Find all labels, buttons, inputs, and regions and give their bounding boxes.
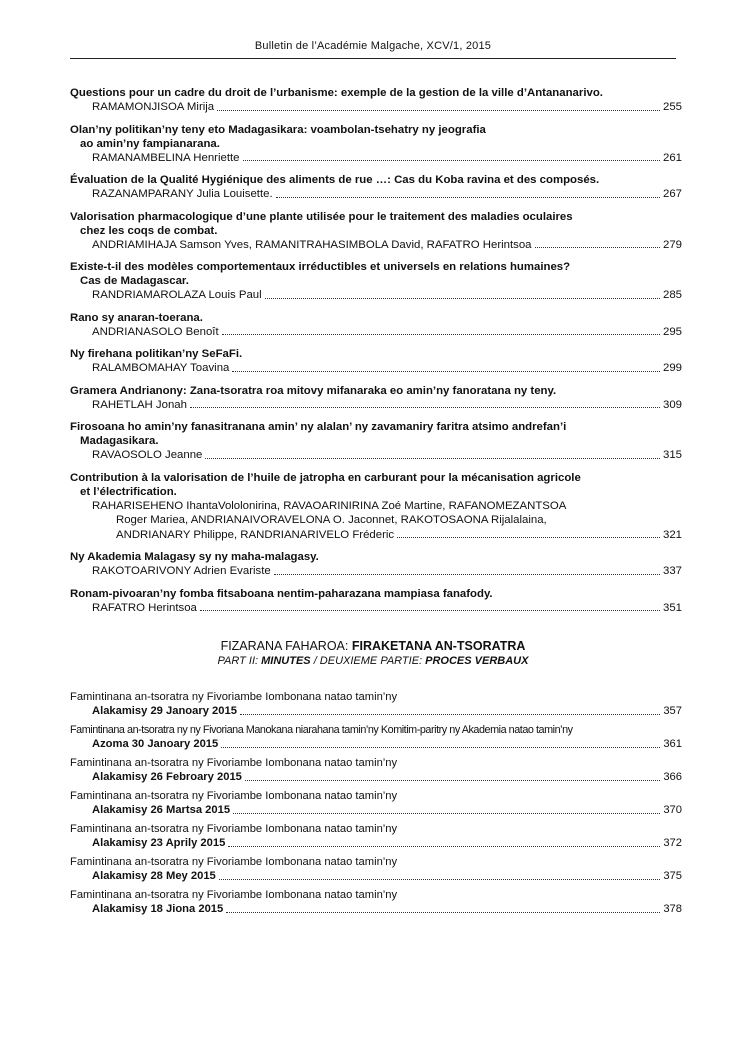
toc-author-row <box>70 601 682 616</box>
toc-page-number: 337 <box>662 565 682 577</box>
toc-page-number: 261 <box>662 151 682 164</box>
toc-author: RAZANAMPARANY Julia Louisette. <box>92 188 273 200</box>
toc-entry <box>70 420 682 463</box>
toc-entry-title <box>70 311 682 325</box>
toc-title-line: Contribution à la valorisation de l’huile de jatropha en carburant pour la mécanisation agricole <box>70 471 581 484</box>
toc-page-number: 267 <box>662 188 682 200</box>
header-rule <box>70 58 676 59</box>
toc-author-row <box>70 398 682 413</box>
toc-author-row <box>70 187 682 202</box>
dot-leader <box>217 110 660 111</box>
minutes-date: Alakamisy 28 Mey 2015 <box>92 870 216 882</box>
minutes-page-number: 366 <box>663 771 682 783</box>
toc-page-number: 279 <box>662 238 682 251</box>
minutes-title: Famintinana an-tsoratra ny Fivoriambe Iombonana natao tamin’ny <box>70 790 398 802</box>
toc-entry-title <box>70 173 682 187</box>
minutes-date: Azoma 30 Janoary 2015 <box>92 738 219 750</box>
toc-author-row <box>70 361 682 376</box>
toc-page-number: 255 <box>662 101 682 113</box>
toc-page-number: 351 <box>662 601 682 614</box>
toc-author: ANDRIANARY Philippe, RANDRIANARIVELO Fréderic <box>116 528 395 541</box>
section-heading <box>70 639 676 668</box>
toc-entry <box>70 86 682 115</box>
minutes-date-row <box>70 803 682 818</box>
dot-leader <box>222 334 660 335</box>
toc-entry <box>70 384 682 413</box>
toc-entry-title <box>70 260 682 288</box>
toc-entry <box>70 123 682 166</box>
toc-entry <box>70 260 682 303</box>
dot-leader <box>221 747 660 748</box>
dot-leader <box>219 879 661 880</box>
toc-title-line: Madagasikara. <box>80 435 159 447</box>
toc-entry <box>70 550 682 579</box>
toc-author-line: RAHARISEHENO IhantaVololonirina, RAVAOARINIRINA Zoé Martine, RAFANOMEZANTSOA <box>92 499 567 512</box>
minutes-entry <box>70 690 682 719</box>
toc-entry <box>70 311 682 340</box>
toc-author: RAVAOSOLO Jeanne <box>92 449 203 461</box>
minutes-title: Famintinana an-tsoratra ny Fivoriambe Iombonana natao tamin’ny <box>70 889 398 901</box>
toc-entry-title <box>70 347 682 361</box>
toc-author: RAMAMONJISOA Mirija <box>92 101 215 113</box>
dot-leader <box>274 574 660 575</box>
toc-title-line: et l’électrification. <box>80 485 177 498</box>
toc-title-line: Ny Akademia Malagasy sy ny maha-malagasy. <box>70 551 319 563</box>
toc-author-row <box>70 325 682 340</box>
dot-leader <box>535 247 660 248</box>
toc-title-line: Gramera Andrianony: Zana-tsoratra roa mitovy mifanaraka eo amin’ny fanoratana ny teny. <box>70 384 557 397</box>
section-subtitle: PART II: MINUTES / DEUXIEME PARTIE: PROCES VERBAUX <box>217 655 529 667</box>
minutes-date-row <box>70 770 682 785</box>
toc-page-number: 285 <box>662 289 682 301</box>
toc-title-line: Questions pour un cadre du droit de l’urbanisme: exemple de la gestion de la ville d’Antananarivo. <box>70 87 603 99</box>
toc-page-number: 321 <box>662 528 682 541</box>
minutes-title: Famintinana an-tsoratra ny Fivoriambe Iombonana natao tamin’ny <box>70 856 398 868</box>
minutes-entry <box>70 822 682 851</box>
toc-title-line: Évaluation de la Qualité Hygiénique des aliments de rue …: Cas du Koba ravina et des composés. <box>70 174 600 186</box>
toc-entry-title <box>70 384 682 398</box>
minutes-date-row <box>70 869 682 884</box>
toc-title-line: Ny firehana politikan’ny SeFaFi. <box>70 348 243 360</box>
toc-title-line: Valorisation pharmacologique d’une plante utilisée pour le traitement des maladies oculaires <box>70 210 573 223</box>
dot-leader <box>200 610 660 611</box>
toc-entry-title <box>70 587 682 601</box>
minutes-list <box>70 690 682 921</box>
toc-page-number: 295 <box>662 325 682 338</box>
toc-entry <box>70 210 682 253</box>
minutes-date-row <box>70 902 682 917</box>
toc-title-line: Firosoana ho amin’ny fanasitranana amin’ ny alalan’ ny zavamaniry faritra atsimo andrefan’i <box>70 421 567 433</box>
toc-author-row <box>70 564 682 579</box>
minutes-page-number: 357 <box>663 705 682 717</box>
table-of-contents <box>70 86 682 623</box>
dot-leader <box>245 780 660 781</box>
dot-leader <box>226 912 660 913</box>
minutes-title: Famintinana an-tsoratra ny Fivoriambe Iombonana natao tamin’ny <box>70 757 398 769</box>
minutes-entry <box>70 855 682 884</box>
minutes-date: Alakamisy 29 Janoary 2015 <box>92 705 237 717</box>
dot-leader <box>232 371 660 372</box>
toc-author: RAFATRO Herintsoa <box>92 601 197 614</box>
toc-entry <box>70 347 682 376</box>
toc-author-row <box>70 151 682 166</box>
dot-leader <box>190 407 660 408</box>
minutes-entry <box>70 789 682 818</box>
minutes-date: Alakamisy 26 Febroary 2015 <box>92 771 242 783</box>
toc-author-row <box>70 528 682 543</box>
toc-page-number: 299 <box>662 362 682 374</box>
minutes-page-number: 361 <box>663 738 682 750</box>
toc-entry <box>70 587 682 616</box>
toc-author-row <box>70 288 682 303</box>
toc-page-number: 309 <box>662 398 682 411</box>
dot-leader <box>276 197 660 198</box>
dot-leader <box>397 537 660 538</box>
minutes-date: Alakamisy 23 Aprily 2015 <box>92 837 226 849</box>
minutes-entry <box>70 723 682 752</box>
toc-entry-title <box>70 123 682 151</box>
minutes-page-number: 375 <box>663 870 682 882</box>
toc-author-row <box>70 238 682 253</box>
toc-entry-title <box>70 420 682 448</box>
toc-title-line: Ronam-pivoaran’ny fomba fitsaboana nentim-paharazana mampiasa fanafody. <box>70 587 493 600</box>
toc-entry-title <box>70 471 682 499</box>
dot-leader <box>233 813 660 814</box>
toc-entry <box>70 173 682 202</box>
minutes-date-row <box>70 737 682 752</box>
toc-author-line: Roger Mariea, ANDRIANAIVORAVELONA O. Jaconnet, RAKOTOSAONA Rijalalaina, <box>116 514 547 526</box>
toc-author: RANDRIAMAROLAZA Louis Paul <box>92 289 262 301</box>
toc-author-row <box>70 448 682 463</box>
toc-author: RAHETLAH Jonah <box>92 398 187 411</box>
minutes-entry <box>70 888 682 917</box>
minutes-title: Famintinana an-tsoratra ny Fivoriambe Iombonana natao tamin’ny <box>70 823 398 835</box>
toc-title-line: chez les coqs de combat. <box>80 224 218 237</box>
minutes-page-number: 372 <box>663 837 682 849</box>
minutes-page-number: 370 <box>663 804 682 816</box>
toc-author: RALAMBOMAHAY Toavina <box>92 362 230 374</box>
toc-author-row <box>70 100 682 115</box>
dot-leader <box>205 458 660 459</box>
toc-title-line: Existe-t-il des modèles comportementaux irréductibles et universels en relations humaines? <box>70 261 571 273</box>
minutes-date-row <box>70 704 682 719</box>
minutes-date: Alakamisy 26 Martsa 2015 <box>92 804 231 816</box>
section-title: FIZARANA FAHAROA: FIRAKETANA AN-TSORATRA <box>220 639 526 653</box>
minutes-date-row <box>70 836 682 851</box>
minutes-page-number: 378 <box>663 903 682 915</box>
dot-leader <box>240 714 660 715</box>
toc-title-line: Cas de Madagascar. <box>80 275 189 287</box>
toc-entry <box>70 471 682 543</box>
minutes-title: Famintinana an-tsoratra ny ny Fivoriana Manokana niarahana tamin’ny Komitim-paritry ny Akademia natao tamin’ny <box>70 724 573 736</box>
toc-entry-title <box>70 550 682 564</box>
dot-leader <box>265 298 660 299</box>
toc-author: RAMANAMBELINA Henriette <box>92 151 240 164</box>
toc-page-number: 315 <box>662 449 682 461</box>
toc-author: ANDRIANASOLO Benoît <box>92 325 219 338</box>
toc-title-line: Rano sy anaran-toerana. <box>70 311 203 324</box>
toc-title-line: Olan’ny politikan’ny teny eto Madagasikara: voambolan-tsehatry ny jeografia <box>70 123 486 136</box>
minutes-title: Famintinana an-tsoratra ny Fivoriambe Iombonana natao tamin’ny <box>70 691 398 703</box>
toc-entry-title <box>70 86 682 100</box>
dot-leader <box>228 846 660 847</box>
dot-leader <box>243 160 660 161</box>
minutes-date: Alakamisy 18 Jiona 2015 <box>92 903 224 915</box>
toc-entry-title <box>70 210 682 238</box>
toc-title-line: ao amin’ny fampianarana. <box>80 137 220 150</box>
minutes-entry <box>70 756 682 785</box>
toc-author: RAKOTOARIVONY Adrien Evariste <box>92 565 271 577</box>
running-header: Bulletin de l’Académie Malgache, XCV/1, 2015 <box>254 40 492 52</box>
toc-author: ANDRIAMIHAJA Samson Yves, RAMANITRAHASIMBOLA David, RAFATRO Herintsoa <box>92 238 532 251</box>
